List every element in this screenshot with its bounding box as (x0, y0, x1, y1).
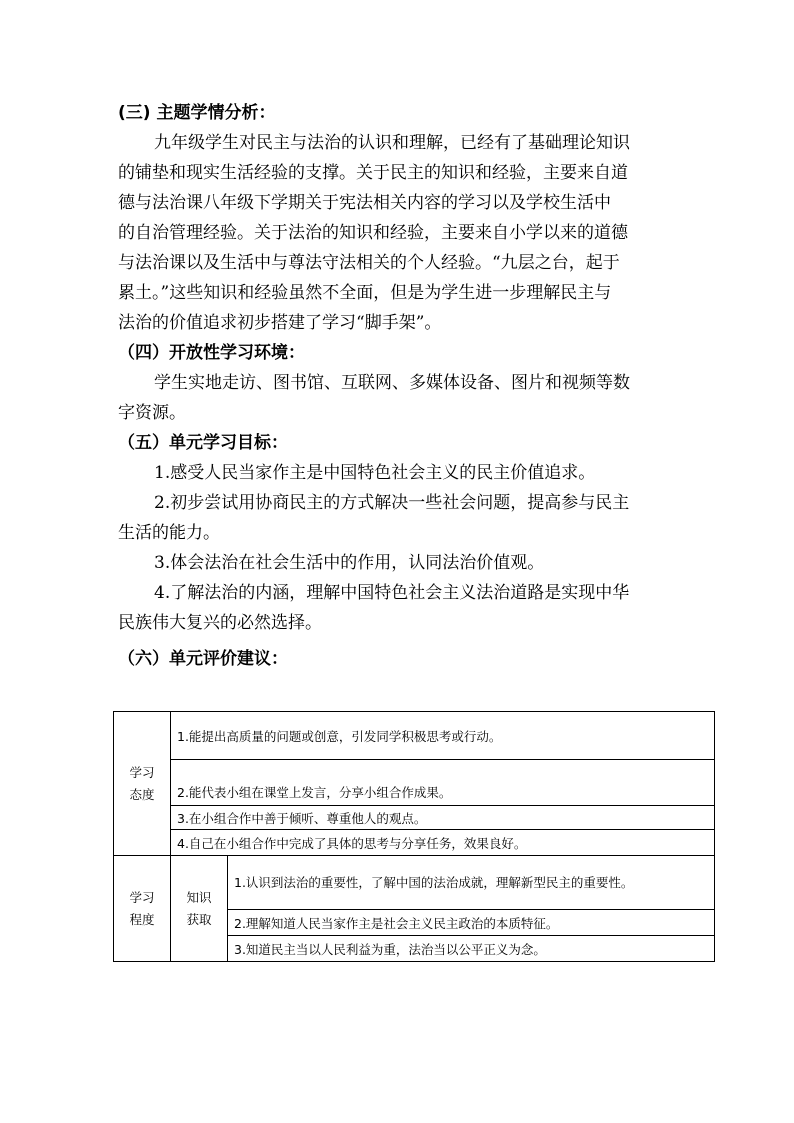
paragraph-line: 法治的价值追求初步搭建了学习“脚手架”。 (118, 313, 442, 333)
paragraph-line: 字资源。 (118, 403, 186, 423)
degree-label-line-1: 学习 (129, 889, 155, 905)
evaluation-table (113, 711, 715, 962)
attitude-category-cell (114, 712, 171, 856)
goal-line: 民族伟大复兴的必然选择。 (118, 613, 322, 633)
degree-item: 2.理解知道人民当家作主是社会主义民主政治的本质特征。 (228, 910, 715, 936)
paragraph-line: 累土。”这些知识和经验虽然不全面，但是为学生进一步理解民主与 (118, 283, 612, 303)
attitude-item: 1.能提出高质量的问题或创意，引发同学积极思考或行动。 (171, 712, 715, 760)
knowledge-label-line-2: 获取 (186, 911, 212, 927)
goal-line: 3.体会法治在社会生活中的作用，认同法治价值观。 (154, 553, 545, 573)
paragraph-line: 学生实地走访、图书馆、互联网、多媒体设备、图片和视频等数 (154, 373, 630, 393)
attitude-item: 3.在小组合作中善于倾听、尊重他人的观点。 (171, 806, 715, 830)
table-row (114, 760, 715, 806)
attitude-item: 4.自己在小组合作中完成了具体的思考与分享任务，效果良好。 (171, 830, 715, 856)
goal-line: 1.感受人民当家作主是中国特色社会主义的民主价值追求。 (154, 463, 596, 483)
goal-line: 生活的能力。 (118, 523, 220, 543)
section-5-goals (118, 458, 678, 638)
table-row (114, 830, 715, 856)
degree-item: 3.知道民主当以人民利益为重，法治当以公平正义为念。 (228, 936, 715, 962)
degree-label-line-2: 程度 (129, 911, 155, 927)
paragraph-line: 的自治管理经验。关于法治的知识和经验，主要来自小学以来的道德 (118, 223, 628, 243)
section-3-heading: (三) 主题学情分析： (118, 103, 276, 123)
paragraph-line: 与法治课以及生活中与尊法守法相关的个人经验。“九层之台，起于 (118, 253, 620, 273)
table-row (114, 856, 715, 910)
table-row (114, 806, 715, 830)
section-6-heading: （六）单元评价建议： (118, 649, 288, 669)
attitude-label-line-1: 学习 (129, 764, 155, 780)
knowledge-subcategory-cell (171, 856, 228, 962)
table-row (114, 712, 715, 760)
degree-item: 1.认识到法治的重要性，了解中国的法治成就，理解新型民主的重要性。 (228, 856, 715, 910)
section-3-paragraph (118, 128, 678, 338)
goal-line: 2.初步尝试用协商民主的方式解决一些社会问题，提高参与民主 (154, 493, 630, 513)
attitude-label-line-2: 态度 (129, 786, 155, 802)
section-5-heading: （五）单元学习目标： (118, 433, 288, 453)
paragraph-line: 德与法治课八年级下学期关于宪法相关内容的学习以及学校生活中 (118, 193, 611, 213)
section-4-heading: （四）开放性学习环境： (118, 343, 305, 363)
attitude-item: 2.能代表小组在课堂上发言，分享小组合作成果。 (171, 760, 715, 806)
section-4-paragraph (118, 368, 678, 428)
paragraph-line: 的铺垫和现实生活经验的支撑。关于民主的知识和经验，主要来自道 (118, 163, 628, 183)
paragraph-line: 九年级学生对民主与法治的认识和理解，已经有了基础理论知识 (154, 133, 630, 153)
goal-line: 4.了解法治的内涵，理解中国特色社会主义法治道路是实现中华 (154, 583, 630, 603)
degree-category-cell (114, 856, 171, 962)
knowledge-label-line-1: 知识 (186, 889, 212, 905)
